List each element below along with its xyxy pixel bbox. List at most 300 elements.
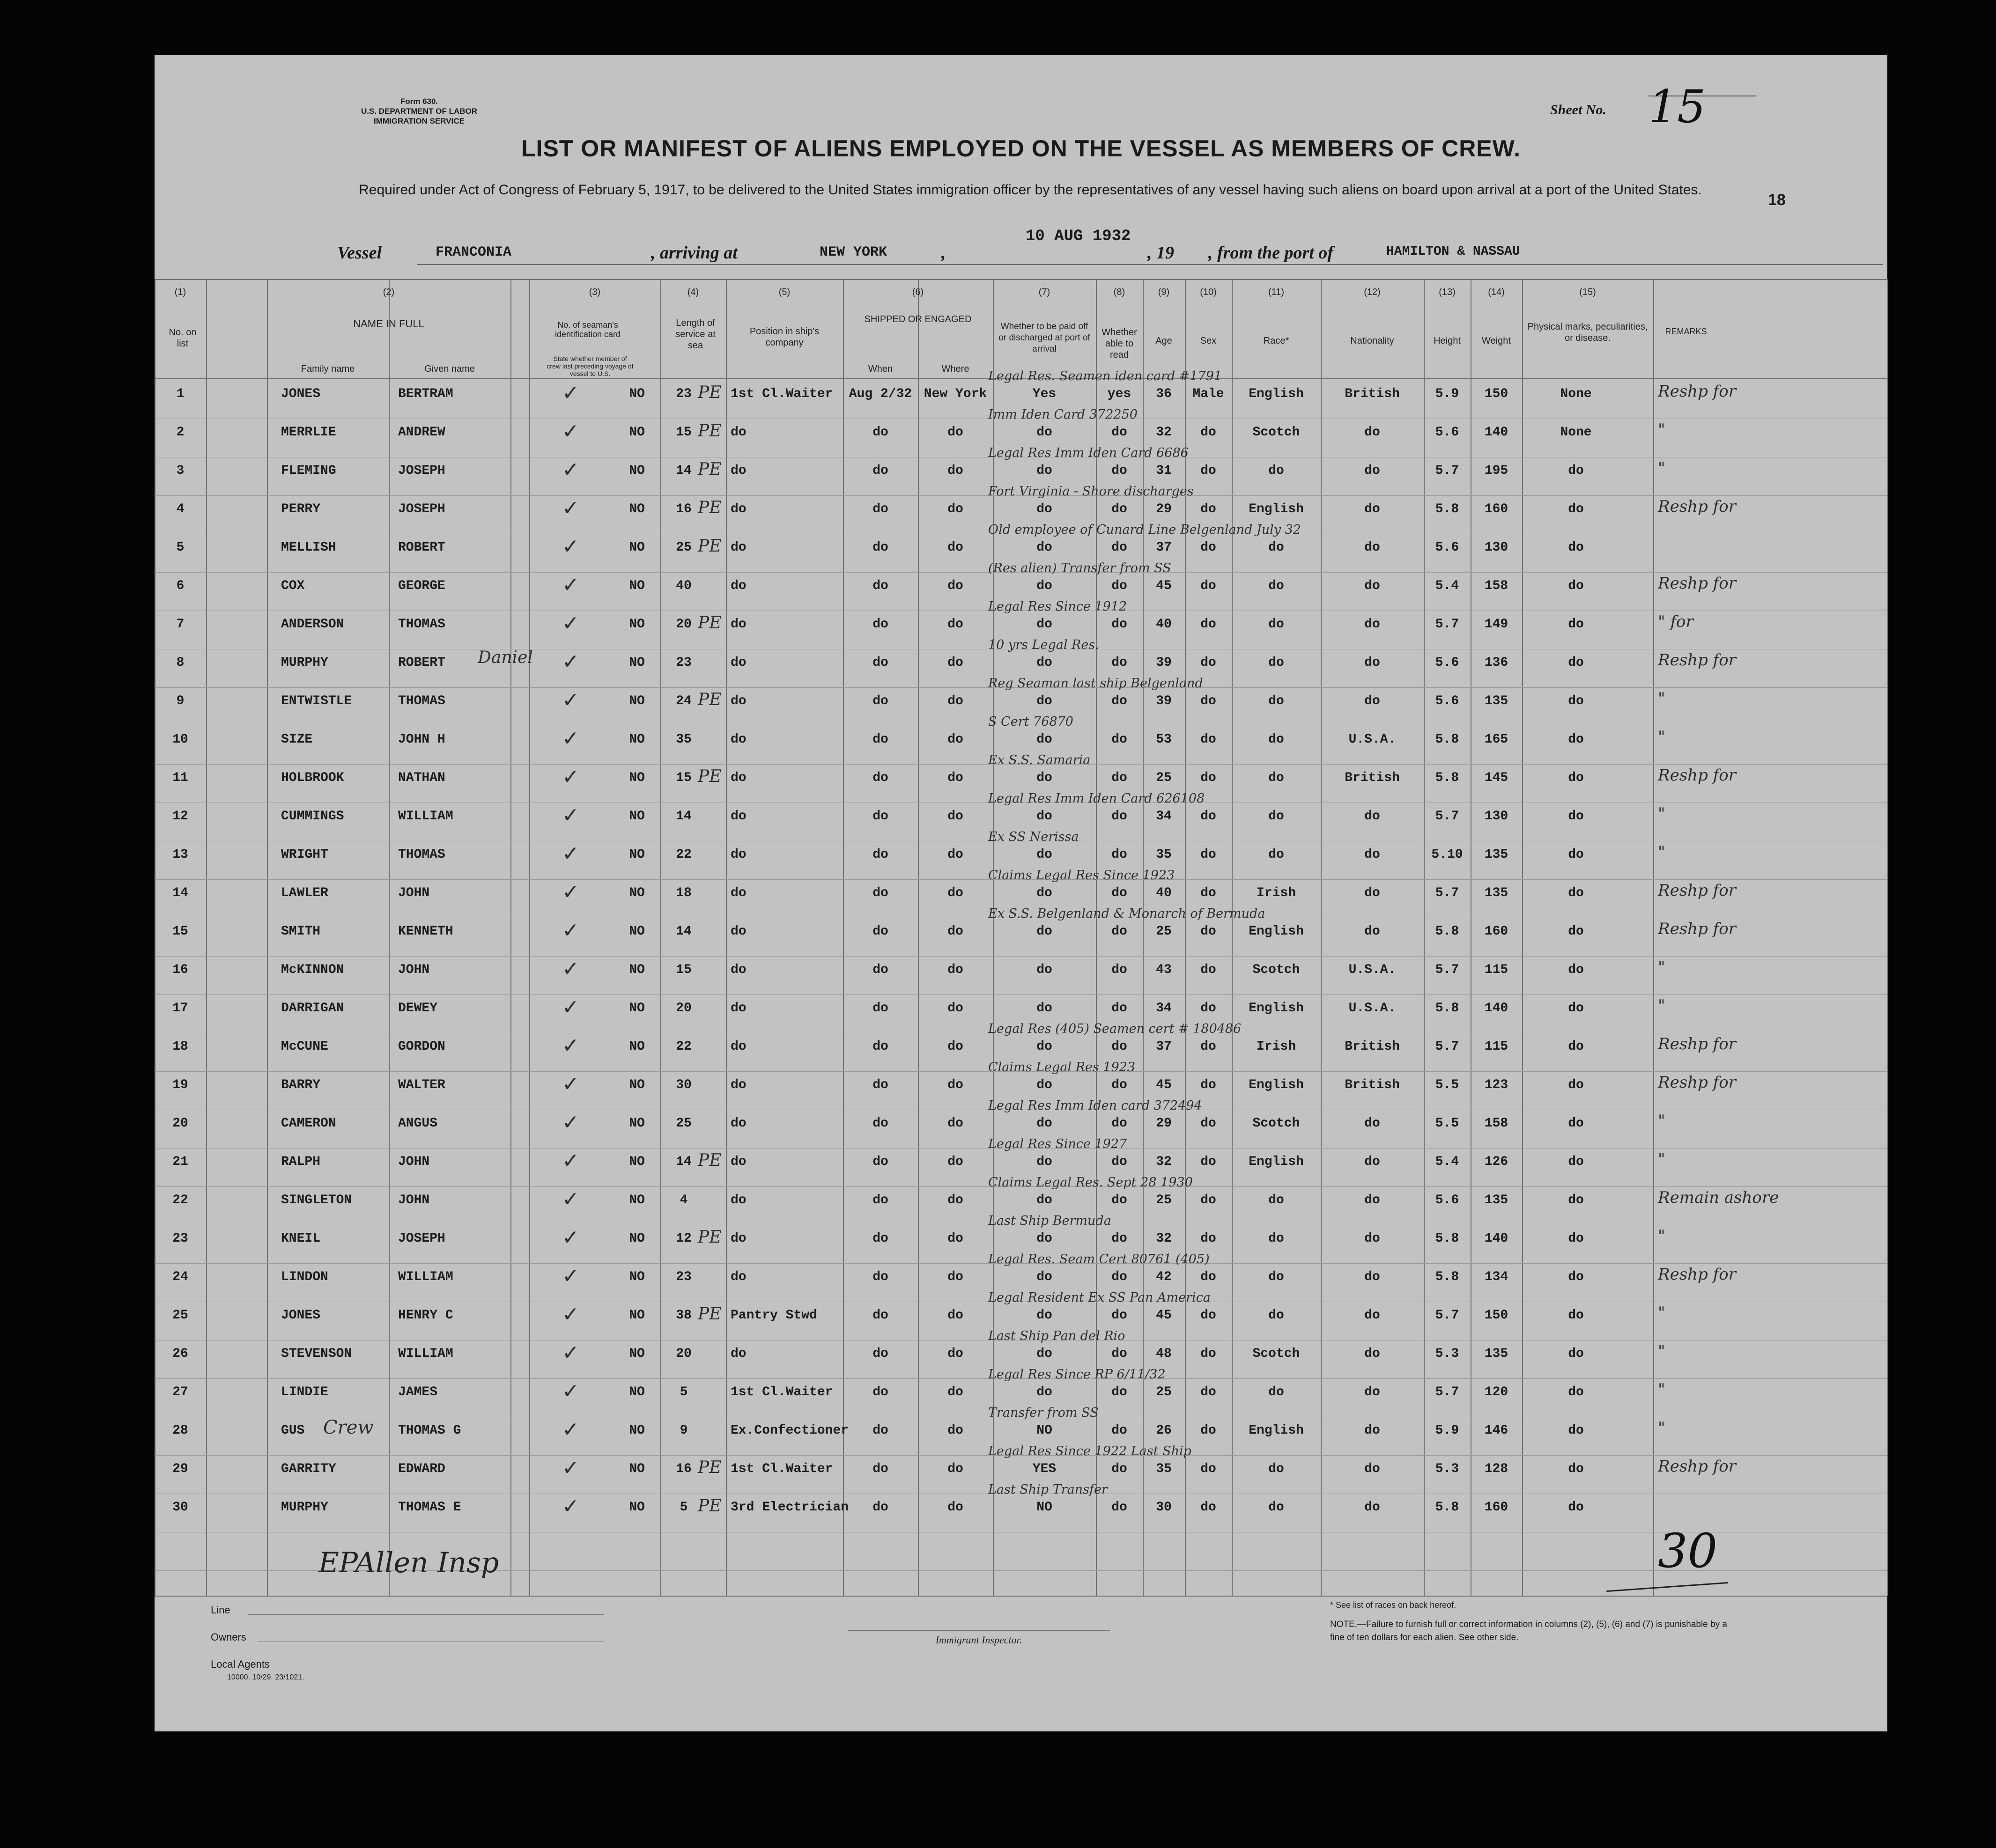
- position: do: [731, 579, 747, 593]
- height: 5.8: [1435, 1001, 1459, 1016]
- footer-line-label: Line: [211, 1604, 230, 1616]
- race: do: [1268, 540, 1284, 555]
- id-card-no: NO: [629, 425, 645, 440]
- length-of-service: 25: [676, 1116, 692, 1131]
- age: 31: [1156, 464, 1172, 478]
- physical-marks: do: [1568, 1347, 1584, 1361]
- sheet-number: 15: [1649, 81, 1706, 133]
- height: 5.6: [1435, 694, 1459, 708]
- length-of-service: 18: [676, 886, 692, 900]
- remark: ": [1658, 1342, 1665, 1361]
- remark: Reshp for: [1658, 1265, 1736, 1284]
- family-name: MURPHY: [281, 1500, 328, 1515]
- age: 25: [1156, 924, 1172, 939]
- race: Scotch: [1252, 963, 1300, 977]
- shipped-where: do: [947, 1078, 963, 1092]
- paid-off: do: [1036, 1347, 1052, 1361]
- checkmark-icon: ✓: [562, 995, 579, 1019]
- family-name: DARRIGAN: [281, 1001, 344, 1016]
- row-number: 18: [172, 1039, 188, 1054]
- id-card-no: NO: [629, 963, 645, 977]
- length-of-service: 23: [676, 387, 692, 401]
- shipped-when: do: [872, 464, 888, 478]
- physical-marks: do: [1568, 464, 1584, 478]
- col-num: (6): [912, 287, 924, 297]
- race: English: [1249, 924, 1304, 939]
- checkmark-icon: ✓: [562, 880, 579, 904]
- arrival-port: NEW YORK: [820, 244, 887, 260]
- shipped-where: do: [947, 1193, 963, 1207]
- weight: 115: [1484, 963, 1508, 977]
- family-name: MERRLIE: [281, 425, 336, 440]
- service-label: IMMIGRATION SERVICE: [374, 117, 465, 125]
- shipped-when: do: [872, 1270, 888, 1284]
- race: do: [1268, 1270, 1284, 1284]
- given-name: THOMAS E: [398, 1500, 461, 1515]
- shipped-where: do: [947, 655, 963, 670]
- col-num: (8): [1113, 287, 1125, 297]
- handwritten-note: Legal Res Since 1912: [988, 599, 1127, 614]
- length-of-service: 14: [676, 809, 692, 824]
- header-name-in-full: NAME IN FULL: [353, 318, 424, 330]
- remark: Reshp for: [1658, 497, 1736, 516]
- family-name: CUMMINGS: [281, 809, 344, 824]
- sex: do: [1200, 771, 1216, 785]
- shipped-where: New York: [924, 387, 987, 401]
- race: English: [1249, 1155, 1304, 1169]
- col-num: (9): [1158, 287, 1170, 297]
- checkmark-icon: ✓: [562, 765, 579, 789]
- shipped-where: do: [947, 924, 963, 939]
- race: do: [1268, 617, 1284, 632]
- row-number: 11: [172, 771, 188, 785]
- nationality: do: [1364, 847, 1380, 862]
- family-name: GUS: [281, 1423, 305, 1438]
- physical-marks: do: [1568, 579, 1584, 593]
- handwritten-note: Last Ship Bermuda: [988, 1214, 1111, 1228]
- able-to-read: do: [1111, 579, 1127, 593]
- position: 1st Cl.Waiter: [731, 1462, 833, 1476]
- id-card-no: NO: [629, 1462, 645, 1476]
- paid-off: do: [1036, 1231, 1052, 1246]
- race: English: [1249, 502, 1304, 516]
- family-name: JONES: [281, 387, 321, 401]
- weight: 146: [1484, 1423, 1508, 1438]
- remark: ": [1658, 459, 1665, 478]
- physical-marks: do: [1568, 1155, 1584, 1169]
- given-name: ROBERT: [398, 540, 445, 555]
- family-name: SINGLETON: [281, 1193, 352, 1207]
- age: 34: [1156, 809, 1172, 824]
- length-of-service: 9: [680, 1423, 688, 1438]
- shipped-when: do: [872, 809, 888, 824]
- given-name: THOMAS: [398, 847, 445, 862]
- col-num: (2): [383, 287, 395, 297]
- sex: do: [1200, 1155, 1216, 1169]
- id-card-no: NO: [629, 464, 645, 478]
- row-number: 12: [172, 809, 188, 824]
- weight: 123: [1484, 1078, 1508, 1092]
- position: do: [731, 540, 747, 555]
- handwritten-note: 10 yrs Legal Res.: [988, 638, 1099, 652]
- shipped-when: do: [872, 1462, 888, 1476]
- year-label: , 19: [1147, 243, 1174, 263]
- weight: 135: [1484, 886, 1508, 900]
- checkmark-icon: ✓: [562, 1149, 579, 1173]
- given-name: JOSEPH: [398, 502, 445, 516]
- age: 45: [1156, 1078, 1172, 1092]
- nationality: U.S.A.: [1348, 1001, 1396, 1016]
- physical-marks: do: [1568, 1423, 1584, 1438]
- shipped-where: do: [947, 464, 963, 478]
- age: 53: [1156, 732, 1172, 747]
- footer-owners-label: Owners: [211, 1631, 246, 1643]
- crew-annotation: Crew: [323, 1417, 374, 1438]
- nationality: do: [1364, 464, 1380, 478]
- given-name: BERTRAM: [398, 387, 453, 401]
- handwritten-note: Ex S.S. Belgenland & Monarch of Bermuda: [988, 906, 1265, 921]
- handwritten-note: Claims Legal Res. Sept 28 1930: [988, 1175, 1193, 1190]
- length-of-service: 25: [676, 540, 692, 555]
- family-name: FLEMING: [281, 464, 336, 478]
- shipped-where: do: [947, 1039, 963, 1054]
- physical-marks: do: [1568, 540, 1584, 555]
- weight: 140: [1484, 1231, 1508, 1246]
- sex: do: [1200, 1385, 1216, 1399]
- able-to-read: do: [1111, 1193, 1127, 1207]
- shipped-when: do: [872, 1347, 888, 1361]
- header-length: Length of service at sea: [675, 318, 716, 351]
- nationality: do: [1364, 1462, 1380, 1476]
- nationality: do: [1364, 1231, 1380, 1246]
- sex: do: [1200, 847, 1216, 862]
- weight: 160: [1484, 1500, 1508, 1515]
- row-number: 15: [172, 924, 188, 939]
- shipped-where: do: [947, 1116, 963, 1131]
- corner-number: 18: [1768, 191, 1786, 209]
- nationality: do: [1364, 809, 1380, 824]
- paid-off: do: [1036, 464, 1052, 478]
- shipped-when: do: [872, 540, 888, 555]
- paid-off: do: [1036, 963, 1052, 977]
- position: do: [731, 924, 747, 939]
- position: do: [731, 1231, 747, 1246]
- shipped-where: do: [947, 847, 963, 862]
- able-to-read: do: [1111, 1116, 1127, 1131]
- paid-off: do: [1036, 579, 1052, 593]
- checkmark-icon: ✓: [562, 420, 579, 443]
- nationality: do: [1364, 425, 1380, 440]
- position: do: [731, 963, 747, 977]
- pe-annotation: PE: [698, 1228, 722, 1247]
- id-card-no: NO: [629, 1347, 645, 1361]
- col-num: (10): [1200, 287, 1217, 297]
- shipped-when: do: [872, 1193, 888, 1207]
- paid-off: do: [1036, 1270, 1052, 1284]
- department-label: U.S. DEPARTMENT OF LABOR: [361, 107, 478, 116]
- weight: 130: [1484, 809, 1508, 824]
- position: do: [731, 425, 747, 440]
- length-of-service: 15: [676, 963, 692, 977]
- family-name: HOLBROOK: [281, 771, 344, 785]
- checkmark-icon: ✓: [562, 381, 579, 405]
- age: 45: [1156, 1308, 1172, 1323]
- id-card-no: NO: [629, 1385, 645, 1399]
- weight: 160: [1484, 502, 1508, 516]
- physical-marks: do: [1568, 1270, 1584, 1284]
- pe-annotation: PE: [698, 498, 722, 517]
- manifest-sheet: [155, 55, 1887, 1731]
- race: Scotch: [1252, 1347, 1300, 1361]
- position: do: [731, 732, 747, 747]
- total-count: 30: [1658, 1524, 1718, 1578]
- weight: 145: [1484, 771, 1508, 785]
- races-footnote: * See list of races on back hereof.: [1330, 1600, 1456, 1610]
- sex: do: [1200, 694, 1216, 708]
- sex: do: [1200, 1001, 1216, 1016]
- remark: Remain ashore: [1658, 1188, 1779, 1207]
- header-given-name: Given name: [424, 364, 475, 374]
- able-to-read: do: [1111, 732, 1127, 747]
- height: 5.8: [1435, 1500, 1459, 1515]
- length-of-service: 16: [676, 1462, 692, 1476]
- remark: ": [1658, 804, 1665, 823]
- header-weight: Weight: [1482, 336, 1511, 346]
- paid-off: do: [1036, 732, 1052, 747]
- given-name: HENRY C: [398, 1308, 453, 1323]
- handwritten-note: Ex SS Nerissa: [988, 830, 1079, 844]
- date-stamp: 10 AUG 1932: [1026, 228, 1131, 245]
- race: do: [1268, 655, 1284, 670]
- sheet-no-label: Sheet No.: [1550, 102, 1606, 118]
- sex: do: [1200, 502, 1216, 516]
- race: do: [1268, 771, 1284, 785]
- checkmark-icon: ✓: [562, 1226, 579, 1250]
- sex: do: [1200, 1116, 1216, 1131]
- paid-off: do: [1036, 1001, 1052, 1016]
- physical-marks: do: [1568, 886, 1584, 900]
- able-to-read: do: [1111, 1231, 1127, 1246]
- nationality: do: [1364, 540, 1380, 555]
- family-name: LINDIE: [281, 1385, 328, 1399]
- paid-off: Yes: [1032, 387, 1057, 401]
- physical-marks: do: [1568, 1231, 1584, 1246]
- header-position: Position in ship's company: [749, 326, 820, 348]
- paid-off: NO: [1036, 1423, 1052, 1438]
- header-state-whether: State whether member of crew last preceding voyage of vessel to U.S.: [547, 355, 634, 377]
- shipped-when: do: [872, 1500, 888, 1515]
- pe-annotation: PE: [698, 690, 722, 709]
- given-name: THOMAS: [398, 694, 445, 708]
- sex: do: [1200, 1500, 1216, 1515]
- length-of-service: 5: [680, 1385, 688, 1399]
- header-family-name: Family name: [301, 364, 355, 374]
- able-to-read: do: [1111, 1078, 1127, 1092]
- position: do: [731, 1116, 747, 1131]
- table-row: [155, 1482, 1887, 1532]
- position: do: [731, 847, 747, 862]
- checkmark-icon: ✓: [562, 688, 579, 712]
- length-of-service: 5: [680, 1500, 688, 1515]
- checkmark-icon: ✓: [562, 1341, 579, 1365]
- paid-off: do: [1036, 1078, 1052, 1092]
- checkmark-icon: ✓: [562, 1187, 579, 1211]
- able-to-read: do: [1111, 540, 1127, 555]
- remark: Reshp for: [1658, 881, 1736, 900]
- length-of-service: 24: [676, 694, 692, 708]
- family-name: WRIGHT: [281, 847, 328, 862]
- remark: ": [1658, 1303, 1665, 1322]
- given-name: ANDREW: [398, 425, 445, 440]
- col-num: (4): [687, 287, 699, 297]
- sex: do: [1200, 1308, 1216, 1323]
- id-card-no: NO: [629, 540, 645, 555]
- given-name: JOHN: [398, 1193, 430, 1207]
- pe-annotation: PE: [698, 1458, 722, 1477]
- race: Scotch: [1252, 1116, 1300, 1131]
- arriving-label: , arriving at: [651, 243, 738, 263]
- vessel-line-underline: [417, 264, 1883, 265]
- row-number: 28: [172, 1423, 188, 1438]
- id-card-no: NO: [629, 886, 645, 900]
- id-card-no: NO: [629, 847, 645, 862]
- physical-marks: do: [1568, 732, 1584, 747]
- nationality: do: [1364, 1500, 1380, 1515]
- shipped-when: do: [872, 617, 888, 632]
- given-name: ANGUS: [398, 1116, 438, 1131]
- row-number: 8: [176, 655, 185, 670]
- remark: Reshp for: [1658, 1457, 1736, 1476]
- given-name: WALTER: [398, 1078, 445, 1092]
- col-num: (5): [778, 287, 791, 297]
- position: do: [731, 502, 747, 516]
- id-card-no: NO: [629, 924, 645, 939]
- handwritten-note: (Res alien) Transfer from SS: [988, 561, 1171, 575]
- remark: ": [1658, 843, 1665, 861]
- family-name: GARRITY: [281, 1462, 336, 1476]
- id-card-no: NO: [629, 579, 645, 593]
- id-card-no: NO: [629, 387, 645, 401]
- family-name: STEVENSON: [281, 1347, 352, 1361]
- col-num: (14): [1488, 287, 1505, 297]
- position: do: [731, 655, 747, 670]
- pe-annotation: PE: [698, 421, 722, 441]
- shipped-when: Aug 2/32: [849, 387, 912, 401]
- inspector-signature-line: [848, 1630, 1110, 1631]
- age: 34: [1156, 1001, 1172, 1016]
- sex: do: [1200, 1423, 1216, 1438]
- position: do: [731, 1039, 747, 1054]
- shipped-when: do: [872, 1116, 888, 1131]
- length-of-service: 20: [676, 617, 692, 632]
- nationality: British: [1345, 1078, 1400, 1092]
- id-card-no: NO: [629, 732, 645, 747]
- weight: 135: [1484, 847, 1508, 862]
- height: 5.3: [1435, 1462, 1459, 1476]
- physical-marks: do: [1568, 1039, 1584, 1054]
- given-name: JOSEPH: [398, 1231, 445, 1246]
- length-of-service: 20: [676, 1001, 692, 1016]
- race: Scotch: [1252, 425, 1300, 440]
- shipped-when: do: [872, 1078, 888, 1092]
- pe-annotation: PE: [698, 460, 722, 479]
- sex: do: [1200, 963, 1216, 977]
- checkmark-icon: ✓: [562, 458, 579, 482]
- pe-annotation: PE: [698, 1496, 722, 1516]
- weight: 158: [1484, 579, 1508, 593]
- nationality: U.S.A.: [1348, 732, 1396, 747]
- nationality: do: [1364, 694, 1380, 708]
- weight: 158: [1484, 1116, 1508, 1131]
- inspector-label: Immigrant Inspector.: [935, 1634, 1022, 1646]
- row-number: 6: [176, 579, 185, 593]
- length-of-service: 16: [676, 502, 692, 516]
- checkmark-icon: ✓: [562, 957, 579, 981]
- sex: do: [1200, 1270, 1216, 1284]
- length-of-service: 23: [676, 655, 692, 670]
- handwritten-note: Claims Legal Res Since 1923: [988, 868, 1175, 883]
- checkmark-icon: ✓: [562, 1034, 579, 1058]
- family-name: COX: [281, 579, 305, 593]
- remark: Reshp for: [1658, 651, 1736, 670]
- able-to-read: do: [1111, 1308, 1127, 1323]
- family-name: SMITH: [281, 924, 321, 939]
- weight: 135: [1484, 1347, 1508, 1361]
- height: 5.9: [1435, 387, 1459, 401]
- sex: do: [1200, 1078, 1216, 1092]
- header-race: Race*: [1263, 336, 1289, 346]
- nationality: do: [1364, 1116, 1380, 1131]
- id-card-no: NO: [629, 1193, 645, 1207]
- sex: do: [1200, 540, 1216, 555]
- position: do: [731, 694, 747, 708]
- physical-marks: do: [1568, 809, 1584, 824]
- paid-off: do: [1036, 1039, 1052, 1054]
- height: 5.7: [1435, 809, 1459, 824]
- id-card-no: NO: [629, 655, 645, 670]
- id-card-no: NO: [629, 1308, 645, 1323]
- paid-off: do: [1036, 1385, 1052, 1399]
- remark: ": [1658, 958, 1665, 977]
- form-number: Form 630.: [400, 97, 438, 106]
- given-name: GEORGE: [398, 579, 445, 593]
- age: 45: [1156, 579, 1172, 593]
- shipped-where: do: [947, 1308, 963, 1323]
- checkmark-icon: ✓: [562, 1495, 579, 1518]
- sex: do: [1200, 1039, 1216, 1054]
- shipped-where: do: [947, 1462, 963, 1476]
- given-name: WILLIAM: [398, 1347, 453, 1361]
- paid-off: do: [1036, 425, 1052, 440]
- given-name: GORDON: [398, 1039, 445, 1054]
- race: Irish: [1256, 1039, 1296, 1054]
- paid-off: do: [1036, 694, 1052, 708]
- header-age: Age: [1155, 336, 1172, 346]
- given-name: KENNETH: [398, 924, 453, 939]
- height: 5.6: [1435, 425, 1459, 440]
- age: 32: [1156, 425, 1172, 440]
- physical-marks: do: [1568, 1078, 1584, 1092]
- shipped-when: do: [872, 924, 888, 939]
- weight: 126: [1484, 1155, 1508, 1169]
- shipped-when: do: [872, 1308, 888, 1323]
- weight: 149: [1484, 617, 1508, 632]
- checkmark-icon: ✓: [562, 803, 579, 827]
- height: 5.7: [1435, 1385, 1459, 1399]
- physical-marks: None: [1560, 387, 1592, 401]
- id-card-no: NO: [629, 771, 645, 785]
- family-name: PERRY: [281, 502, 321, 516]
